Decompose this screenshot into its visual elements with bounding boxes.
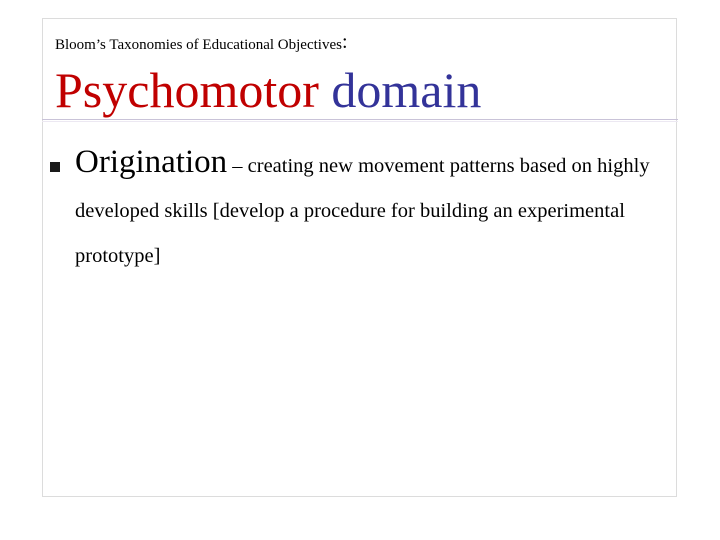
supertitle-colon: : bbox=[341, 31, 348, 53]
bullet-term: Origination bbox=[75, 144, 228, 180]
slide-supertitle bbox=[55, 32, 348, 55]
square-bullet-icon bbox=[50, 162, 60, 172]
bullet-description: – creating new movement patterns based on highly developed skills [develop a procedure for building an experimental prototype] bbox=[75, 155, 650, 267]
title-word-domain: domain bbox=[331, 62, 482, 118]
bullet-item bbox=[75, 140, 680, 279]
slide-title bbox=[55, 58, 481, 122]
title-word-psychomotor: Psychomotor bbox=[55, 62, 319, 118]
supertitle-text: Bloom’s Taxonomies of Educational Objectives bbox=[55, 37, 342, 53]
